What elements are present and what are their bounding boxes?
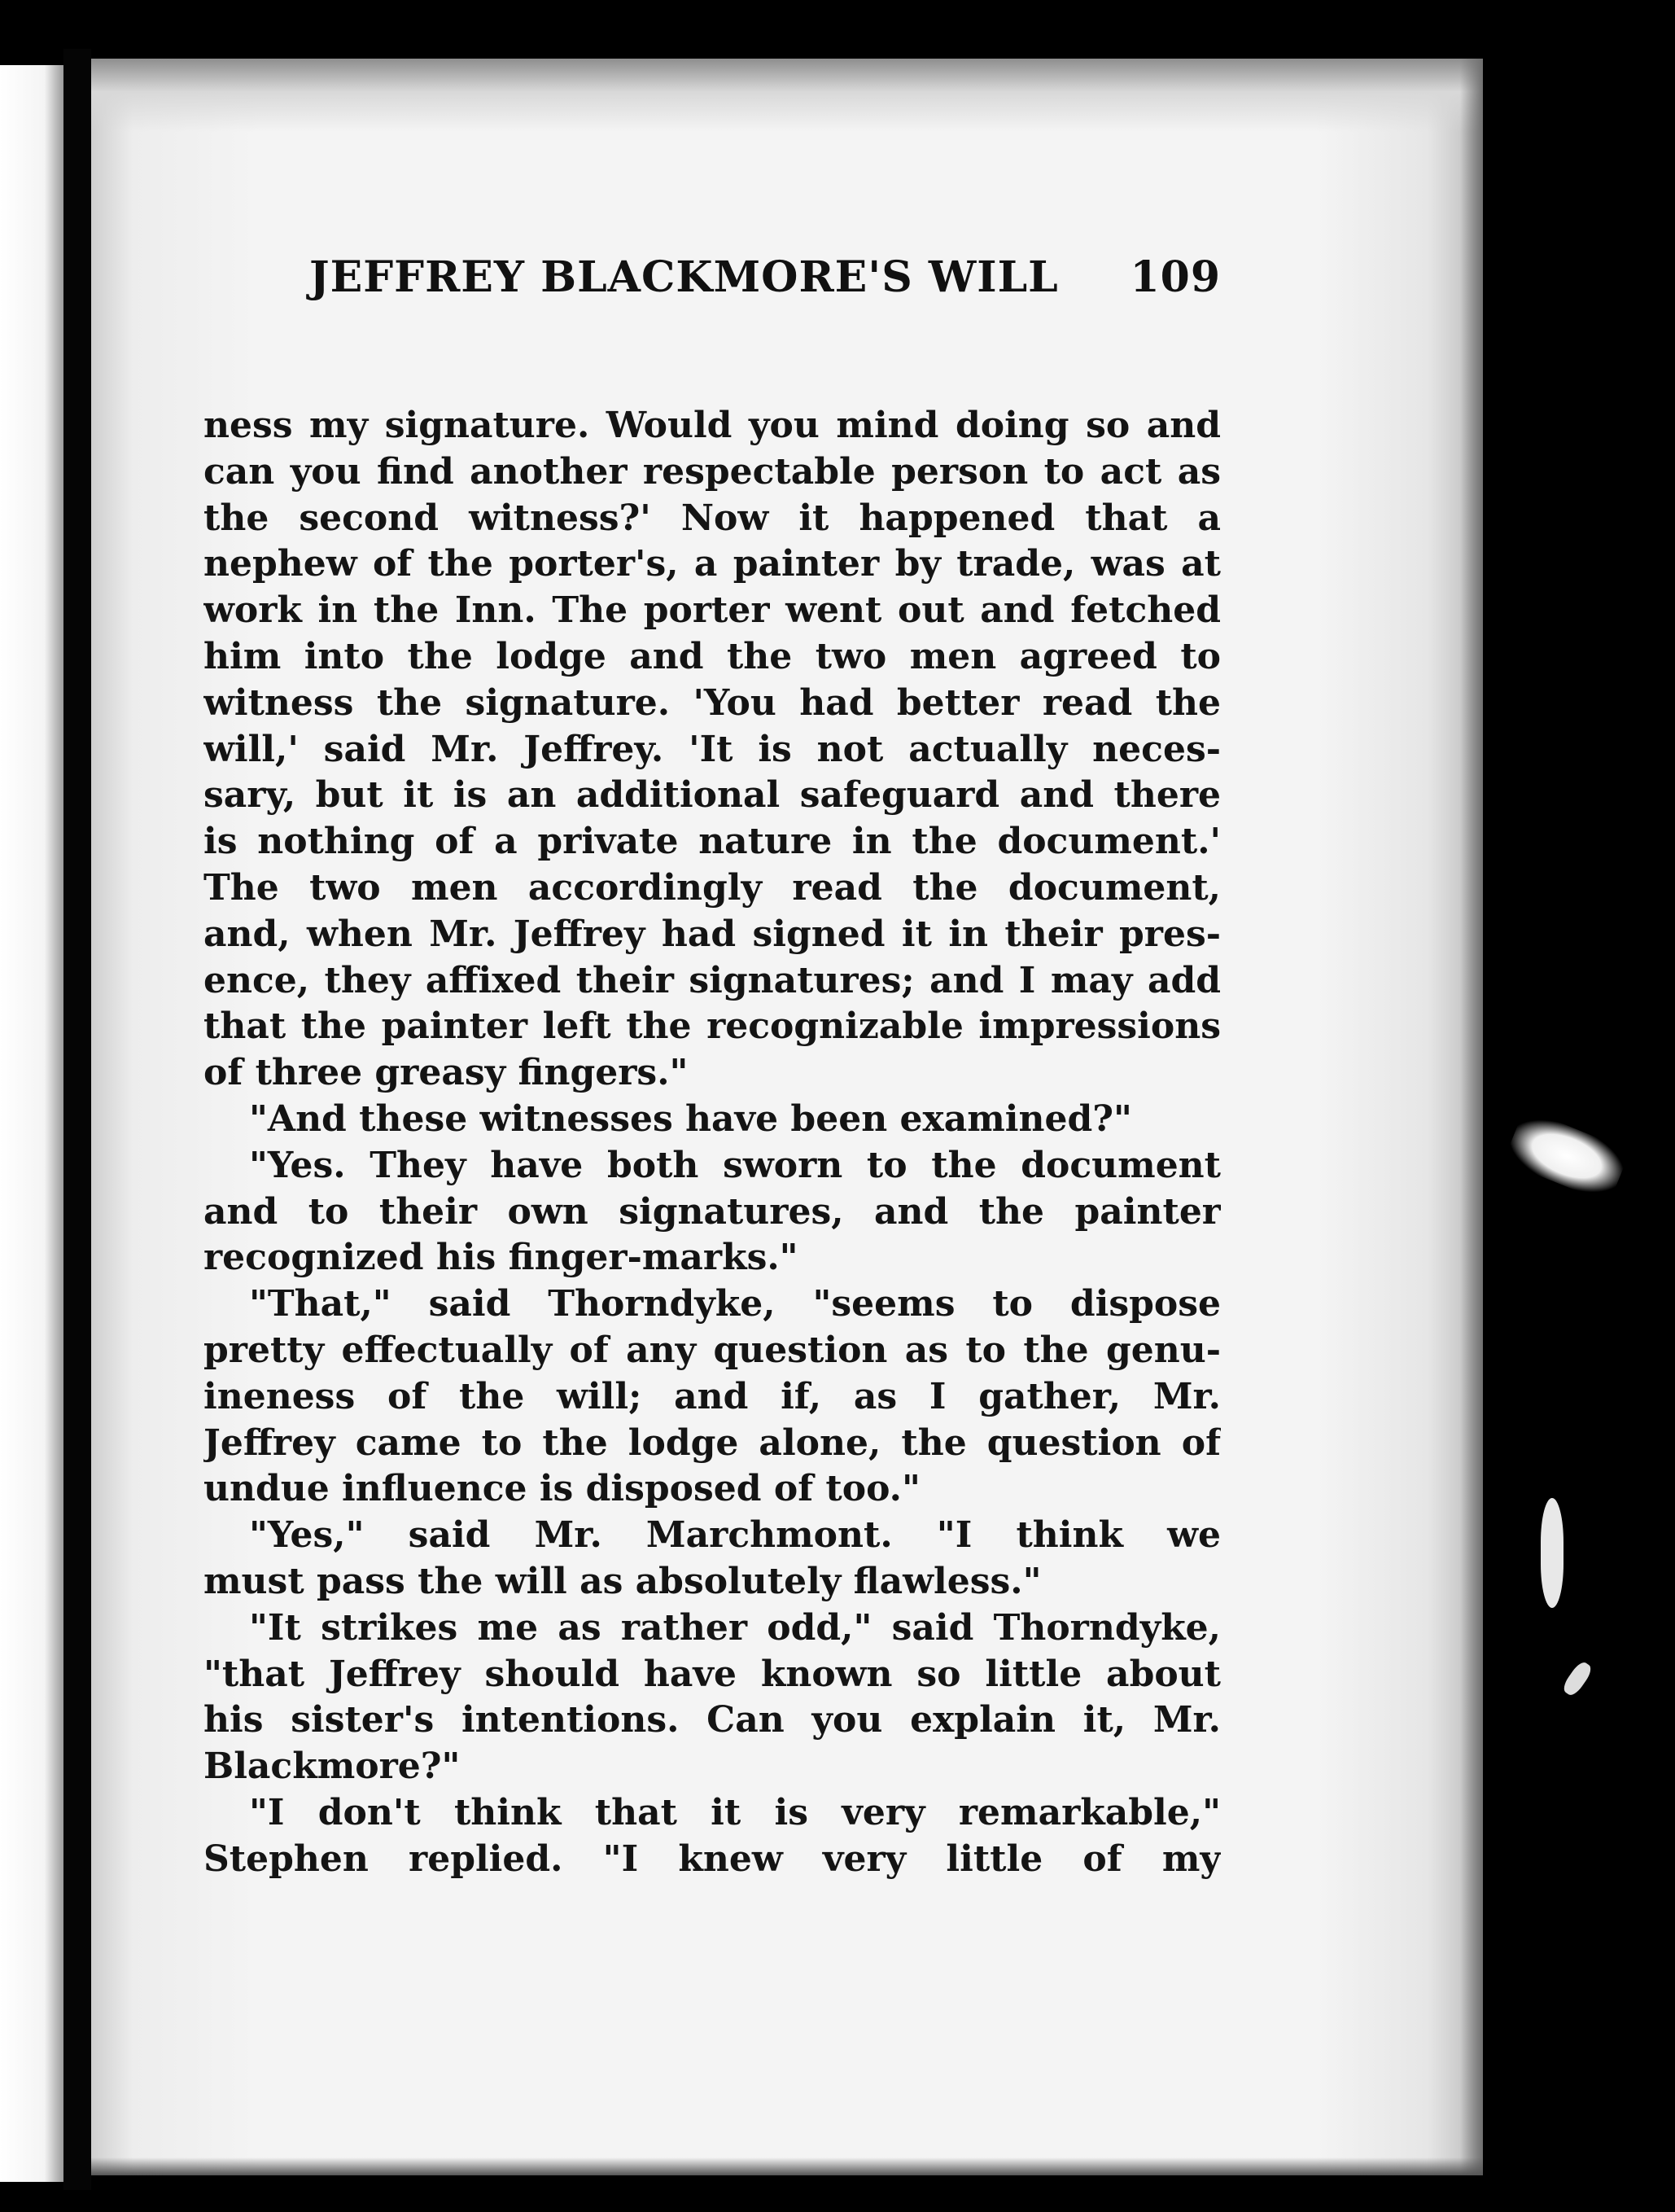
text-line: "That," said Thorndyke, "seems to dispose	[249, 1283, 1221, 1325]
text-line: him into the lodge and the two men agreed to	[203, 635, 1221, 677]
text-line: undue influence is disposed of too."	[203, 1468, 921, 1510]
text-line: and to their own signatures, and the painter	[203, 1190, 1221, 1233]
text-line: must pass the will as absolutely flawless."	[203, 1560, 1042, 1602]
text-line: and, when Mr. Jeffrey had signed it in their pres-	[203, 913, 1221, 955]
text-line: recognized his finger-marks."	[203, 1237, 798, 1279]
text-line: that the painter left the recognizable impressions	[203, 1005, 1221, 1048]
page-top-shadow	[91, 59, 1483, 132]
text-line: "that Jeffrey should have known so little about	[203, 1653, 1221, 1695]
text-line: "I don't think that it is very remarkable,"	[249, 1791, 1221, 1833]
text-line: the second witness?' Now it happened that a	[203, 497, 1221, 539]
facing-page-edge	[0, 65, 63, 2182]
text-line: nephew of the porter's, a painter by trade, was at	[203, 543, 1221, 585]
text-line: "Yes. They have both sworn to the document	[249, 1144, 1221, 1186]
text-line: work in the Inn. The porter went out and fetched	[203, 589, 1221, 632]
text-line: his sister's intentions. Can you explain it, Mr.	[203, 1699, 1221, 1741]
text-line: witness the signature. 'You had better read the	[203, 681, 1221, 724]
light-glare-artifact	[1503, 1108, 1630, 1203]
running-head-title: JEFFREY BLACKMORE'S WILL	[309, 252, 1059, 302]
scan-blot-artifact	[1541, 1498, 1563, 1608]
page-number: 109	[1130, 252, 1221, 302]
text-line: pretty effectually of any question as to the genu-	[203, 1329, 1221, 1371]
text-line: of three greasy fingers."	[203, 1052, 689, 1094]
text-line: is nothing of a private nature in the document.'	[203, 821, 1221, 863]
running-head	[309, 252, 1221, 309]
body-text	[203, 403, 1221, 1883]
text-line: Jeffrey came to the lodge alone, the question of	[203, 1421, 1221, 1464]
text-line: Blackmore?"	[203, 1746, 461, 1788]
text-line: Stephen replied. "I knew very little of my	[203, 1837, 1221, 1880]
page-bottom-shadow	[91, 2157, 1483, 2175]
text-line: ineness of the will; and if, as I gather, Mr.	[203, 1375, 1221, 1417]
text-line: "It strikes me as rather odd," said Thorndyke,	[249, 1606, 1221, 1649]
text-line: "Yes," said Mr. Marchmont. "I think we	[249, 1514, 1221, 1557]
text-line: ness my signature. Would you mind doing so and	[203, 405, 1221, 446]
page-right-shadow	[1460, 59, 1483, 2175]
text-line: ence, they affixed their signatures; and I may add	[203, 959, 1221, 1001]
text-line: will,' said Mr. Jeffrey. 'It is not actually neces-	[203, 728, 1221, 770]
text-line: sary, but it is an additional safeguard and there	[203, 774, 1221, 817]
text-line: "And these witnesses have been examined?"	[249, 1097, 1132, 1140]
text-line: The two men accordingly read the document,	[203, 866, 1221, 909]
scan-blot-artifact-small	[1560, 1659, 1594, 1698]
book-gutter	[63, 49, 91, 2190]
text-line: can you find another respectable person to act as	[203, 450, 1221, 493]
